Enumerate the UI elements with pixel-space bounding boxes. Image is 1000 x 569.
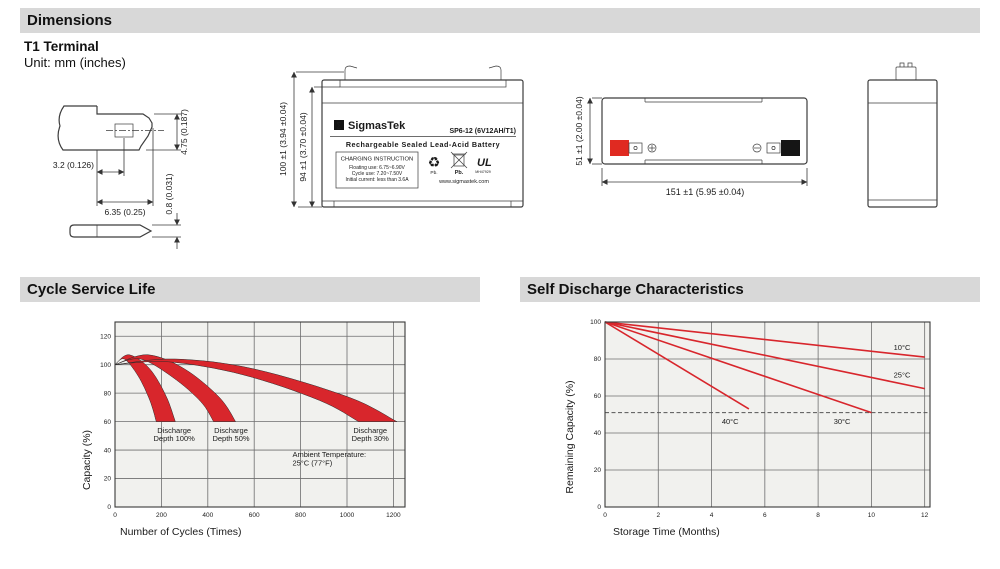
- brand-name: SigmasTek: [348, 120, 406, 132]
- no-trash-pb-icon: [451, 152, 467, 168]
- dim-label-length: 151 ±1 (5.95 ±0.04): [665, 187, 745, 197]
- positive-terminal: [610, 140, 629, 156]
- cycle-section-title: Cycle Service Life: [27, 281, 156, 298]
- top-view-body: [602, 98, 807, 164]
- y-tick-label: 100: [100, 361, 111, 369]
- y-tick-label: 40: [103, 447, 111, 455]
- dim-label-outer-height: 100 ±1 (3.94 ±0.04): [278, 101, 288, 177]
- plus-icon: [648, 144, 656, 152]
- recycle-pb-label: Pb.: [430, 171, 438, 176]
- y-axis-title: Capacity (%): [81, 429, 93, 491]
- self-discharge-chart: [555, 312, 987, 547]
- model-number: SP6-12 (6V12AH/T1): [449, 128, 516, 135]
- x-tick-label: 4: [709, 512, 714, 519]
- dim-label-body-height: 94 ±1 (3.70 ±0.04): [298, 112, 308, 182]
- charging-line2: Cycle use: 7.20~7.50V: [351, 171, 403, 177]
- minus-icon: [753, 144, 761, 152]
- x-tick-label: 1000: [339, 512, 355, 519]
- y-tick-label: 100: [590, 319, 601, 327]
- ambient-note: 25°C (77°F): [292, 458, 333, 468]
- x-tick-label: 8: [816, 512, 820, 519]
- series-label: 25°C: [893, 370, 911, 380]
- battery-end-view: [855, 55, 975, 215]
- series-label: 30°C: [833, 416, 851, 426]
- ul-icon: UL: [477, 157, 492, 169]
- y-tick-label: 80: [103, 390, 111, 398]
- negative-terminal: [781, 140, 800, 156]
- dim-label-terminal-height: 4.75 (0.187): [179, 109, 189, 155]
- charging-line1: Floating use: 6.75~6.90V: [349, 165, 405, 171]
- band-label: Discharge: [353, 426, 388, 435]
- charging-line3: Initial current: less than 3.6A: [345, 177, 409, 183]
- front-terminal-left: [345, 66, 357, 80]
- x-tick-label: 0: [113, 512, 117, 519]
- band-label: Depth 100%: [153, 434, 195, 443]
- x-tick-label: 600: [248, 512, 260, 519]
- band-label: Discharge: [157, 426, 192, 435]
- band-label: Discharge: [214, 426, 248, 435]
- x-tick-label: 800: [295, 512, 307, 519]
- series-label: 40°C: [721, 416, 739, 426]
- dim-label-terminal-width: 6.35 (0.25): [104, 207, 146, 217]
- unit-note: Unit: mm (inches): [24, 55, 126, 70]
- y-tick-label: 80: [593, 356, 601, 364]
- band-label: Depth 30%: [351, 434, 389, 443]
- x-axis-title: Number of Cycles (Times): [120, 526, 242, 538]
- charging-title: CHARGING INSTRUCTION: [340, 156, 414, 163]
- battery-top-view: [565, 88, 817, 203]
- y-tick-label: 40: [593, 430, 601, 438]
- y-tick-label: 0: [597, 504, 601, 512]
- dimensions-title: Dimensions: [27, 12, 113, 29]
- series-label: 10°C: [893, 342, 911, 352]
- dim-label-terminal-offset: 3.2 (0.126): [52, 160, 94, 170]
- battery-lid-plate: [340, 80, 506, 87]
- x-tick-label: 200: [155, 512, 167, 519]
- battery-subtitle: Rechargeable Sealed Lead-Acid Battery: [345, 140, 501, 149]
- self-discharge-section-title: Self Discharge Characteristics: [527, 281, 744, 298]
- end-view-body: [868, 80, 937, 207]
- negative-faston-tab: [767, 143, 780, 153]
- x-tick-label: 12: [921, 512, 929, 519]
- y-tick-label: 0: [107, 504, 111, 512]
- x-tick-label: 400: [202, 512, 214, 519]
- x-tick-label: 1200: [386, 512, 401, 519]
- x-tick-label: 2: [656, 512, 661, 519]
- terminal-detail-drawing: [28, 92, 233, 254]
- dimensions-section-header: [20, 8, 980, 33]
- logo-glyph: Σ: [336, 121, 342, 131]
- ul-code: MH47929: [475, 170, 491, 174]
- cycle-service-life-chart: [60, 312, 490, 547]
- y-tick-label: 60: [103, 418, 111, 426]
- x-tick-label: 10: [867, 512, 876, 519]
- terminal-tab-side-view: [70, 225, 151, 237]
- cycle-section-header: [20, 277, 480, 302]
- battery-front-view: [278, 58, 544, 236]
- positive-faston-tab: [629, 143, 642, 153]
- terminal-snout-outline: [97, 106, 152, 150]
- y-tick-label: 60: [593, 393, 601, 401]
- terminal-body-outline: [58, 106, 97, 150]
- front-terminal-right: [489, 66, 501, 80]
- plot-background: [605, 322, 930, 507]
- recycle-pb-icon: ♻: [427, 154, 441, 170]
- bin-pb-label: Pb.: [454, 170, 464, 176]
- x-tick-label: 0: [603, 512, 607, 519]
- y-axis-title: Remaining Capacity (%): [564, 380, 576, 494]
- x-tick-label: 6: [763, 512, 767, 519]
- self-discharge-section-header: [520, 277, 980, 302]
- y-tick-label: 120: [100, 333, 111, 341]
- y-tick-label: 20: [593, 467, 601, 475]
- end-view-terminal: [896, 63, 916, 80]
- dim-label-top-height: 51 ±1 (2.00 ±0.04): [574, 96, 584, 166]
- x-axis-title: Storage Time (Months): [613, 526, 720, 538]
- ambient-note: Ambient Temperature:: [292, 450, 367, 460]
- dim-label-terminal-thickness: 0.8 (0.031): [164, 173, 174, 215]
- terminal-type-label: T1 Terminal: [24, 39, 99, 54]
- band-label: Depth 50%: [212, 434, 250, 443]
- y-tick-label: 20: [103, 475, 111, 483]
- website-text: www.sigmastek.com: [439, 179, 489, 185]
